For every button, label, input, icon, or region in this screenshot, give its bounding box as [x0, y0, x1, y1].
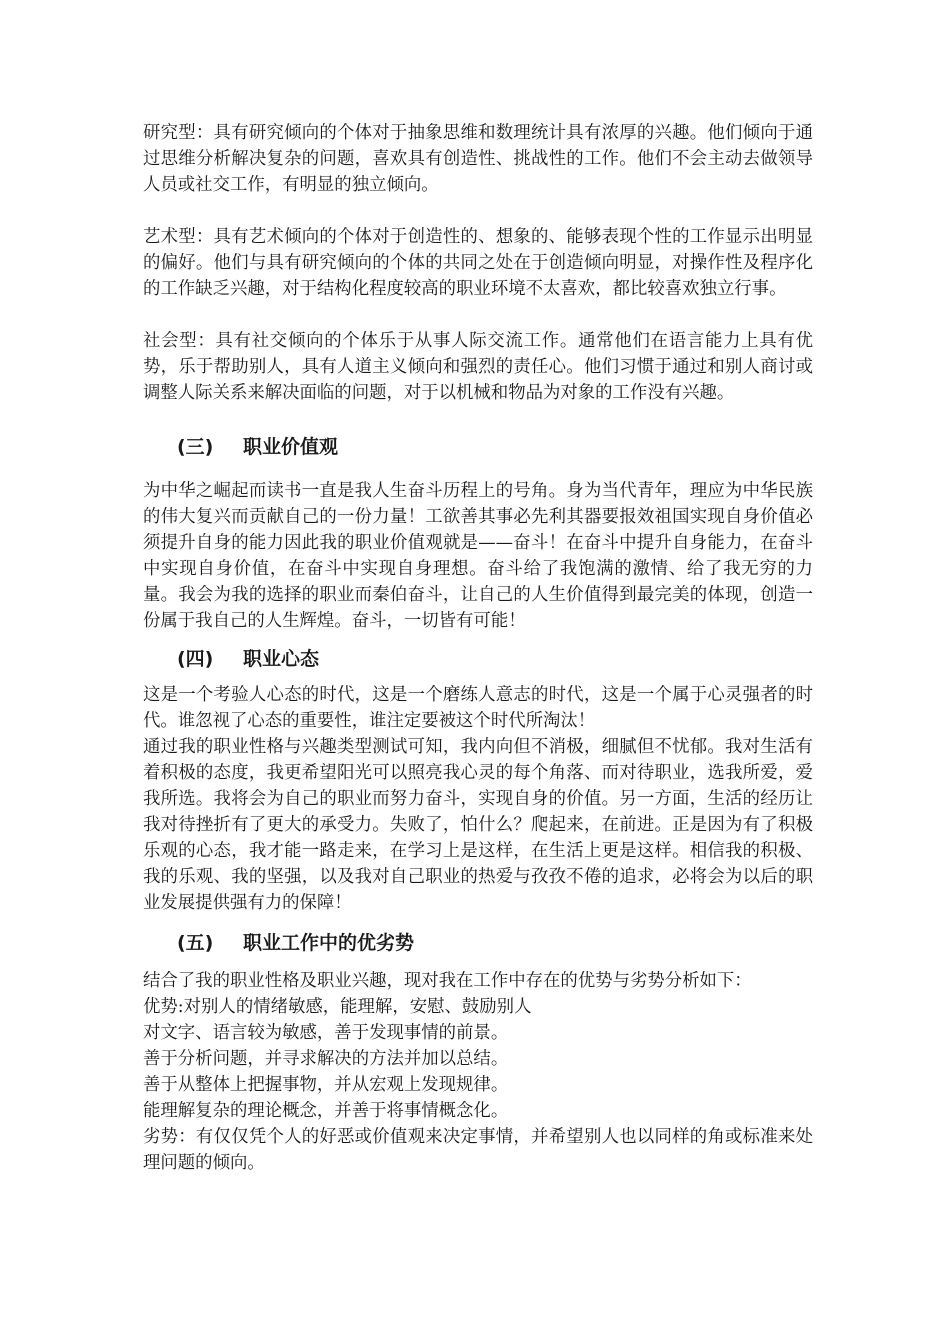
strengths-intro: 结合了我的职业性格及职业兴趣，现对我在工作中存在的优势与劣势分析如下：: [143, 971, 752, 991]
section-heading-strengths: [143, 930, 813, 956]
research-type-paragraph: 研究型：具有研究倾向的个体对于抽象思维和数理统计具有浓厚的兴趣。他们倾向于通过思维分析解决复杂的问题，喜欢具有创造性、挑战性的工作。他们不会主动去做领导人员或社交工作，有明显的独立倾向。: [143, 123, 813, 195]
section-heading-mindset: [143, 646, 813, 672]
section-title: 职业价值观: [243, 436, 339, 458]
strength-item: 善于分析问题，并寻求解决的方法并加以总结。: [143, 1049, 509, 1069]
section-number: (四): [177, 648, 214, 670]
career-values-paragraph: 为中华之崛起而读书一直是我人生奋斗历程上的号角。身为当代青年，理应为中华民族的伟大复兴而贡献自己的一份力量！工欲善其事必先利其器要报效祖国实现自身价值必须提升自身的能力因此我的职业价值观就是——奋斗！在奋斗中提升自身能力，在奋斗中实现自身价值，在奋斗中实现自身理想。奋斗给了我饱满的激情、给了我无穷的力量。我会为我的选择的职业而秦伯奋斗，让自己的人生价值得到最完美的体现，创造一份属于我自己的人生辉煌。奋斗，一切皆有可能！: [143, 481, 813, 631]
document-page: [143, 120, 813, 1176]
section-heading-values: [143, 434, 813, 460]
section-number: (三): [177, 436, 214, 458]
strength-item: 优势:对别人的情绪敏感，能理解，安慰、鼓励别人: [143, 997, 532, 1017]
mindset-paragraph-2: 通过我的职业性格与兴趣类型测试可知，我内向但不消极，细腻但不忧郁。我对生活有着积极的态度，我更希望阳光可以照亮我心灵的每个角落、而对待职业，选我所爱，爱我所选。我将会为自己的职业而努力奋斗，实现自身的价值。另一方面，生活的经历让我对待挫折有了更大的承受力。失败了，怕什么？爬起来，在前进。正是因为有了积极乐观的心态，我才能一路走来，在学习上是这样，在生活上更是这样。相信我的积极、我的乐观、我的坚强，以及我对自己职业的热爱与孜孜不倦的追求，必将会为以后的职业发展提供强有力的保障！: [143, 737, 813, 913]
art-type-paragraph: 艺术型：具有艺术倾向的个体对于创造性的、想象的、能够表现个性的工作显示出明显的偏好。他们与具有研究倾向的个体的共同之处在于创造倾向明显，对操作性及程序化的工作缺乏兴趣，对于结构化程度较高的职业环境不太喜欢，都比较喜欢独立行事。: [143, 227, 813, 299]
social-type-paragraph: 社会型：具有社交倾向的个体乐于从事人际交流工作。通常他们在语言能力上具有优势，乐于帮助别人，具有人道主义倾向和强烈的责任心。他们习惯于通过和别人商讨或调整人际关系来解决面临的问题，对于以机械和物品为对象的工作没有兴趣。: [143, 331, 813, 403]
section-number: (五): [177, 932, 214, 954]
weakness-paragraph: 劣势：有仅仅凭个人的好恶或价值观来决定事情，并希望别人也以同样的角或标准来处理问题的倾向。: [143, 1127, 813, 1173]
strength-item: 对文字、语言较为敏感，善于发现事情的前景。: [143, 1023, 509, 1043]
strength-item: 善于从整体上把握事物，并从宏观上发现规律。: [143, 1075, 509, 1095]
mindset-paragraph-1: 这是一个考验人心态的时代，这是一个磨练人意志的时代，这是一个属于心灵强者的时代。谁忽视了心态的重要性，谁注定要被这个时代所淘汰！: [143, 685, 813, 731]
strength-item: 能理解复杂的理论概念，并善于将事情概念化。: [143, 1101, 509, 1121]
section-title: 职业心态: [243, 648, 320, 670]
section-title: 职业工作中的优劣势: [243, 932, 415, 954]
